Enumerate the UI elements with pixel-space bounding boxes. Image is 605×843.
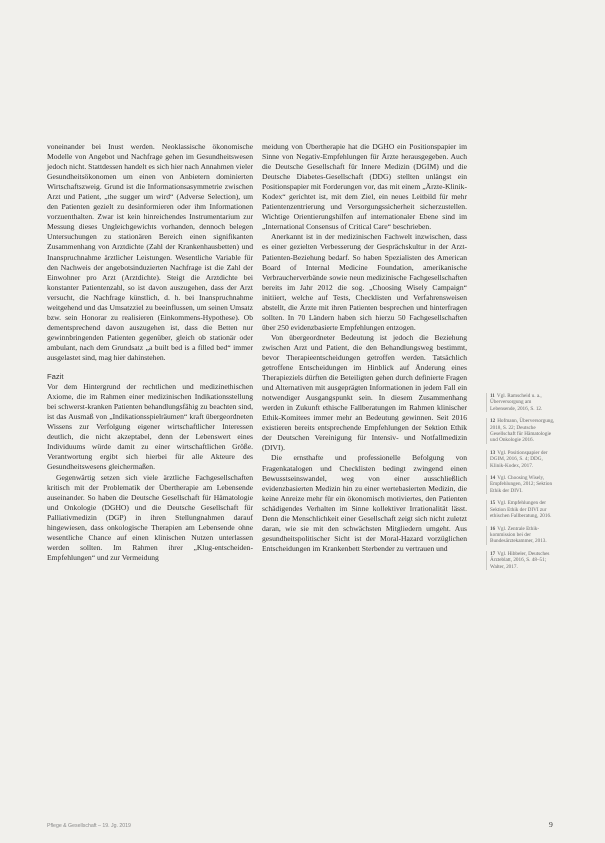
note-number: 17 [490, 550, 496, 557]
margin-note [486, 500, 556, 519]
margin-note [486, 551, 556, 570]
note-text: Vgl. Positionspapier der DGIM, 2016, S. 4; DDG, Klinik-Kodex, 2017. [490, 449, 548, 469]
section-heading-fazit: Fazit [47, 372, 64, 382]
note-number: 14 [490, 475, 496, 482]
body-paragraph: Von übergeordneter Bedeutung ist jedoch die Beziehung zwischen Arzt und Patient, die den Behandlungsweg bestimmt, bevor Therapieentscheidungen getroffen werden. Tatsächlich getroffene Entscheidungen im Hinblick auf Änderung eines Therapieziels dürften die Beteiligten gehen durch definierte Fragen und Alternativen mit ausgeprägten Informationen in jedem Fall ein notwendiger Ausgangspunkt sein. In diesem Zusammenhang werden in Zukunft ethische Fallberatungen im Rahmen klinischer Ethik-Komitees immer mehr an Bedeutung gewinnen. Seit 2016 existieren bereits entsprechende Empfehlungen der Sektion Ethik der Deutschen Vereinigung für Intensiv- und Notfallmedizin (DIVI). [262, 332, 467, 453]
body-paragraph: Gegenwärtig setzen sich viele ärztliche Fachgesellschaften kritisch mit der Problematik der Übertherapie am Lebensende auseinander. So haben die Deutsche Gesellschaft für Hämatologie und Onkologie (DGHO) und die Deutsche Gesellschaft für Palliativmedizin (DGP) in ihren Stellungnahmen darauf hingewiesen, dass onkologische Therapien am Lebensende ohne wesentliche Chance auf einen klinischen Nutzen unterlassen werden sollten. Im Rahmen ihrer „Klug-entscheiden-Empfehlungen“ und zur Vermeidung [47, 472, 253, 562]
body-paragraph: Vor dem Hintergrund der rechtlichen und medizinethischen Axiome, die im Rahmen einer medizinischen Indikationsstellung bei schwerst-kranken Patienten behandlungsfähig zu beachten sind, ist das Ausmaß von „Indikationsspielräumen“ kraft übergeordneten Wissens zur Verfolgung eigener wirtschaftlicher Interessen deutlich, die nicht akzeptabel, denn der Lebenswert eines Individuums würde damit zu einer wirtschaftlichen Größe. Verantwortung ergibt sich hierbei für alle Akteure des Gesundheitswesens gleichermaßen. [47, 382, 253, 472]
note-text: Vgl. Hibbeler, Deutsches Ärzteblatt, 2016, S. 48–51; Walter, 2017. [490, 550, 550, 570]
margin-note [486, 475, 556, 494]
text-column-right [262, 142, 467, 554]
body-paragraph: Die ernsthafte und professionelle Befolgung von Fragenkatalogen und Checklisten bedingt zwingend einen Bewusstseinswandel, weg von einer ausschließlich evidenzbasierten Medizin hin zu einer wertebasierten Medizin, die keine Anreize mehr für ein ökonomisch motiviertes, den Patienten schädigendes Verhalten im Sinne kollektiver Irrationalität lässt. Denn die Menschlichkeit einer Gesellschaft zeigt sich nicht zuletzt daran, wie sie mit den schwächsten Mitgliedern umgeht. Aus gesundheitspolitischer Sicht ist der Moral-Hazard vorzüglichen Entscheidungen im Krankenbett Sterbender zu vertrauen und [262, 453, 467, 553]
text-column-left [47, 142, 253, 563]
note-text: Vgl. Zentrale Ethikkommission bei der Bundesärztekammer, 2013. [490, 525, 547, 545]
note-number: 13 [490, 449, 496, 456]
right-column-paragraphs [262, 142, 467, 554]
note-number: 16 [490, 525, 496, 532]
body-paragraph: Anerkannt ist in der medizinischen Fachwelt inzwischen, dass es einer gezielten Verbesserung der Gesprächskultur in der Arzt-Patienten-Beziehung bedarf. So haben Spezialisten des American Board of Internal Medicine Foundation, amerikanische Verbraucherverbände sowie neun medizinische Fachgesellschaften bereits im Jahr 2012 die sog. „Choosing Wisely Campaign“ initiiert, welche auf Tests, Checklisten und Verfahrensweisen abstellt, die Ärzte mit ihren Patienten besprechen und hinterfragen sollten. In 70 Ländern haben sich hierzu 50 Fachgesellschaften über 250 evidenzbasierte Empfehlungen entzogen. [262, 232, 467, 332]
margin-notes [486, 393, 556, 576]
fazit-paragraphs [47, 382, 253, 563]
body-paragraph: voneinander bei Inust werden. Neoklassische ökonomische Modelle von Angebot und Nachfrage gehen im Gesundheitswesen jedoch nicht. Stattdessen handelt es sich hier nach Annahmen vieler Gesundheitsökonomen um einen von Anbietern dominierten Wirtschaftszweig. Grund ist die Informationsasymmetrie zwischen Arzt und Patient, „the sugger um wird“ (Adverse Selection), um den Patienten gezielt zu desinformieren oder ihm Informationen vorzuenthalten. Zwar ist kein hinreichendes Instrumentarium zur Messung dieses Ungleichgewichts vorhanden, dennoch belegen Untersuchungen zu stationären Bereich einen signifikanten Zusammenhang von Arztdichte (Zahl der Krankenhausbetten) und Inanspruchnahme ärztlicher Leistungen. Wesentliche Variable für den Nachweis der angebotsinduzierten Nachfrage ist die Zahl der Einwohner pro Arzt (Arztdichte). Steigt die Arztdichte bei konstanter Patientenzahl, so ist davon auszugehen, dass der Arzt versucht, die Nachfrage künstlich, d. h. bei Inanspruchnahme weitgehend und das Umsatzziel zu beeinflussen, um seinen Umsatz bzw. sein Honorar zu realisieren (Einkommens-Hypothese). Ob dementsprechend davon auszugehen ist, dass die Betten nur gewinnbringenden Patienten gegenüber, gleich ob stationär oder ambulant, nach dem Grundsatz „a built bed is a filled bed“ immer ausgelastet sind, mag hier dahinstehen. [47, 142, 253, 362]
left-column-paragraphs [47, 142, 253, 363]
page-number: 9 [549, 820, 553, 829]
margin-note [486, 526, 556, 545]
margin-note [486, 450, 556, 469]
margin-note [486, 418, 556, 444]
margin-note [486, 393, 556, 412]
note-number: 12 [490, 418, 496, 425]
note-text: Vgl. Empfehlungen der Sektion Ethik der DIVI zur ethischen Fallberatung, 2016. [490, 500, 552, 520]
journal-footer: Pflege & Gesellschaft – 19. Jg. 2019 [47, 823, 131, 829]
note-number: 11 [490, 393, 495, 399]
body-paragraph: meidung von Übertherapie hat die DGHO ein Positionspapier im Sinne von Negativ-Empfehlungen für Ärzte herausgegeben. Auch die Deutsche Gesellschaft für Innere Medizin (DGIM) und die Deutsche Diabetes-Gesellschaft (DDG) stellten unlängst ein Positionspapier mit Forderungen vor, das mit einem „Ärzte-Klinik-Kodex“ gerichtet ist, mit dem Ziel, ein neues Leitbild für mehr Patientenzentrierung und Versorgungssicherheit sicherzustellen. Wichtige Orientierungshilfen auf internationaler Ebene sind im „International Consensus of Critical Care“ beschrieben. [262, 142, 467, 232]
note-number: 15 [490, 500, 496, 507]
note-text: Hofmann, Überversorgung, 2018, S. 22; Deutsche Gesellschaft für Hämatologie und Onkologie 2016. [490, 418, 555, 444]
note-text: Vgl. Ramscheid u. a., Überversorgung am Lebensende, 2016, S. 12. [490, 393, 543, 412]
note-text: Vgl. Choosing Wisely, Empfehlungen, 2012; Sektion Ethik der DIVI. [490, 475, 553, 494]
